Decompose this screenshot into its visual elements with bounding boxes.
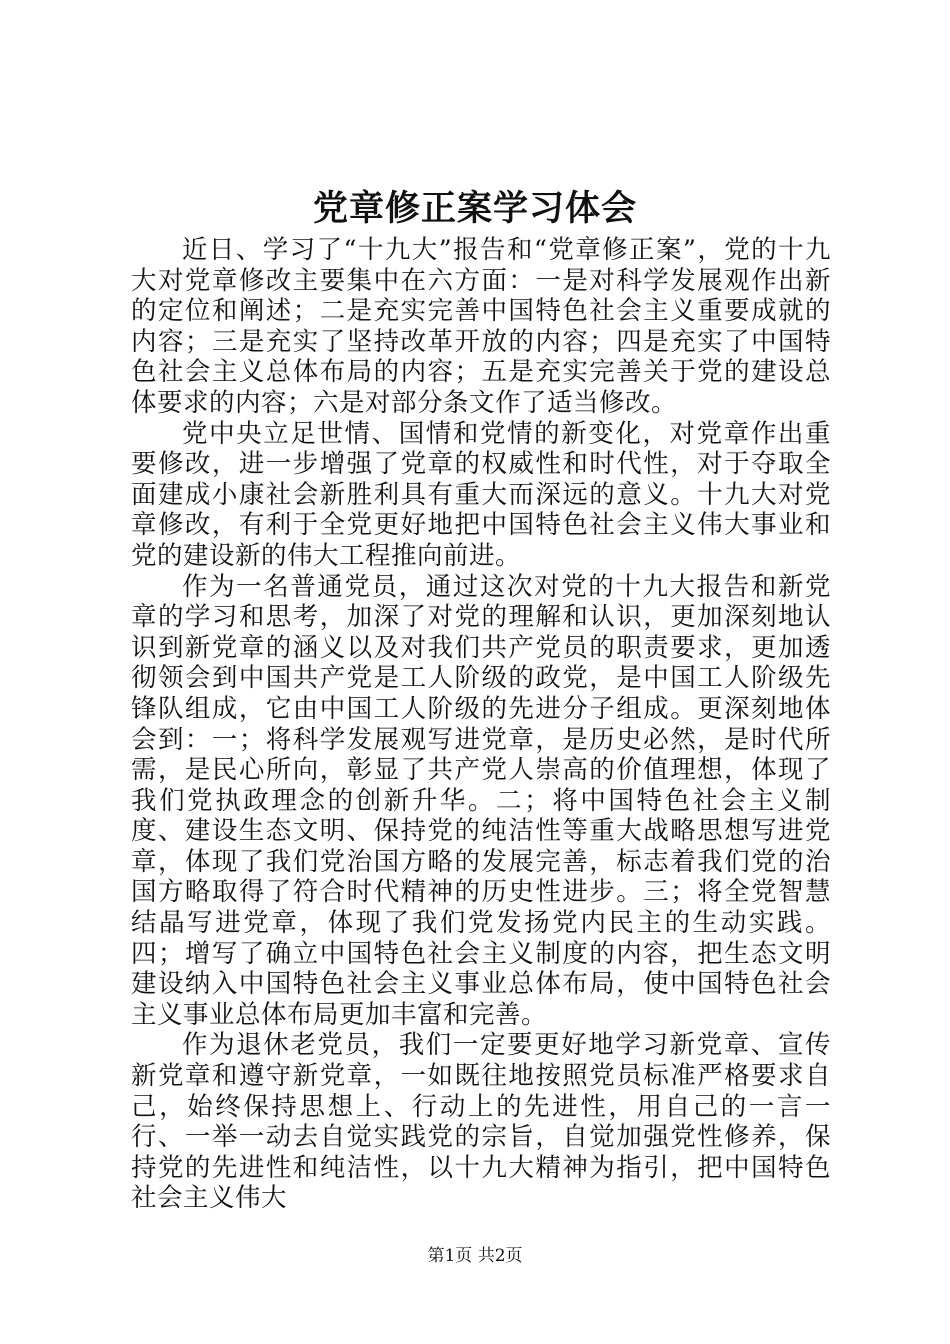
document-body [131, 235, 831, 1214]
paragraph-2: 党中央立足世情、国情和党情的新变化，对党章作出重要修改，进一步增强了党章的权威性和时代性，对于夺取全面建成小康社会新胜利具有重大而深远的意义。十九大对党章修改，有利于全党更好地把中国特色社会主义伟大事业和党的建设新的伟大工程推向前进。 [131, 418, 831, 571]
document-title: 党章修正案学习体会 [312, 188, 637, 229]
paragraph-1: 近日、学习了“十九大”报告和“党章修正案”，党的十九大对党章修改主要集中在六方面：一是对科学发展观作出新的定位和阐述；二是充实完善中国特色社会主义重要成就的内容；三是充实了坚持改革开放的内容；四是充实了中国特色社会主义总体布局的内容；五是充实完善关于党的建设总体要求的内容；六是对部分条文作了适当修改。 [131, 235, 831, 418]
paragraph-3: 作为一名普通党员，通过这次对党的十九大报告和新党章的学习和思考，加深了对党的理解和认识，更加深刻地认识到新党章的涵义以及对我们共产党员的职责要求，更加透彻领会到中国共产党是工人阶级的政党，是中国工人阶级先锋队组成，它由中国工人阶级的先进分子组成。更深刻地体会到：一；将科学发展观写进党章，是历史必然，是时代所需，是民心所向，彰显了共产党人崇高的价值理想，体现了我们党执政理念的创新升华。二；将中国特色社会主义制度、建设生态文明、保持党的纯洁性等重大战略思想写进党章，体现了我们党治国方略的发展完善，标志着我们党的治国方略取得了符合时代精神的历史性进步。三；将全党智慧结晶写进党章，体现了我们党发扬党内民主的生动实践。四；增写了确立中国特色社会主义制度的内容，把生态文明建设纳入中国特色社会主义事业总体布局，使中国特色社会主义事业总体布局更加丰富和完善。 [131, 571, 831, 1030]
page-footer: 第1页 共2页 [427, 1246, 523, 1266]
paragraph-4: 作为退休老党员，我们一定要更好地学习新党章、宣传新党章和遵守新党章，一如既往地按照党员标准严格要求自己，始终保持思想上、行动上的先进性，用自己的一言一行、一举一动去自觉实践党的宗旨，自觉加强党性修养，保持党的先进性和纯洁性，以十九大精神为指引，把中国特色社会主义伟大 [131, 1030, 831, 1214]
